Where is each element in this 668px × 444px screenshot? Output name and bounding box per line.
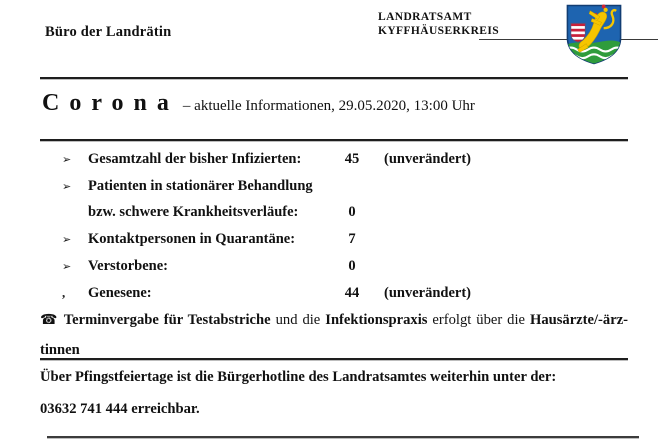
stat-label: bzw. schwere Krankheitsverläufe: xyxy=(88,204,299,221)
office-name: Büro der Landrätin xyxy=(45,24,172,40)
coat-of-arms-icon xyxy=(565,3,623,65)
corona-stats-list xyxy=(62,146,628,307)
stat-row xyxy=(62,200,628,227)
appt-regular-segment: und die xyxy=(275,312,321,328)
organization-name xyxy=(378,11,499,38)
stat-note: (unverändert) xyxy=(384,150,471,167)
appt-bold-segment: Infektionspraxis xyxy=(325,312,428,328)
stat-row xyxy=(62,146,628,173)
stat-label: Kontaktpersonen in Quarantäne: xyxy=(88,231,296,248)
stat-row xyxy=(62,173,628,200)
document-title xyxy=(42,90,475,117)
stat-value: 0 xyxy=(348,204,356,221)
appointment-paragraph xyxy=(40,305,628,365)
appt-regular-segment: erfolgt über die xyxy=(432,312,525,328)
stat-row xyxy=(62,280,628,307)
stat-value: 7 xyxy=(348,231,356,248)
stat-note: (unverändert) xyxy=(384,284,471,301)
header-divider xyxy=(40,77,628,79)
page-subtitle: – aktuelle Informationen, 29.05.2020, 13:00 Uhr xyxy=(182,98,475,114)
small-striped-shield xyxy=(571,23,586,42)
title-divider xyxy=(40,139,628,141)
hotline-text: Über Pfingstfeiertage ist die Bürgerhotline des Landratsamtes weiterhin unter der: xyxy=(40,369,557,385)
stat-row xyxy=(62,253,628,280)
arrow-bullet-icon: ➢ xyxy=(62,233,72,247)
stat-label: Genesene: xyxy=(88,284,152,301)
stat-value: 45 xyxy=(344,150,360,167)
phone-icon: ☎ xyxy=(40,312,59,328)
appt-bold-segment: Terminvergabe für Testabstriche xyxy=(63,312,271,328)
comma-bullet: , xyxy=(62,285,66,301)
hotline-number: 03632 741 444 erreichbar. xyxy=(40,401,200,417)
organization-line2: KYFFHÄUSERKREIS xyxy=(378,24,500,37)
stat-label: Verstorbene: xyxy=(88,258,168,275)
stat-label: Patienten in stationärer Behandlung xyxy=(88,177,313,194)
stat-value: 44 xyxy=(344,284,360,301)
arrow-bullet-icon: ➢ xyxy=(62,152,72,166)
appt-bold-segment: Hausärzte/-ärz- xyxy=(529,312,629,328)
organization-line1: LANDRATSAMT xyxy=(378,11,472,23)
arrow-bullet-icon: ➢ xyxy=(62,260,72,274)
stat-label: Gesamtzahl der bisher Infizierten: xyxy=(88,150,302,167)
arrow-bullet-icon: ➢ xyxy=(62,179,72,193)
page-title: C o r o n a xyxy=(42,90,171,116)
stat-row xyxy=(62,226,628,253)
footer-divider xyxy=(47,436,639,438)
stat-value: 0 xyxy=(348,258,356,275)
appt-wrap-segment: tinnen xyxy=(40,342,80,358)
